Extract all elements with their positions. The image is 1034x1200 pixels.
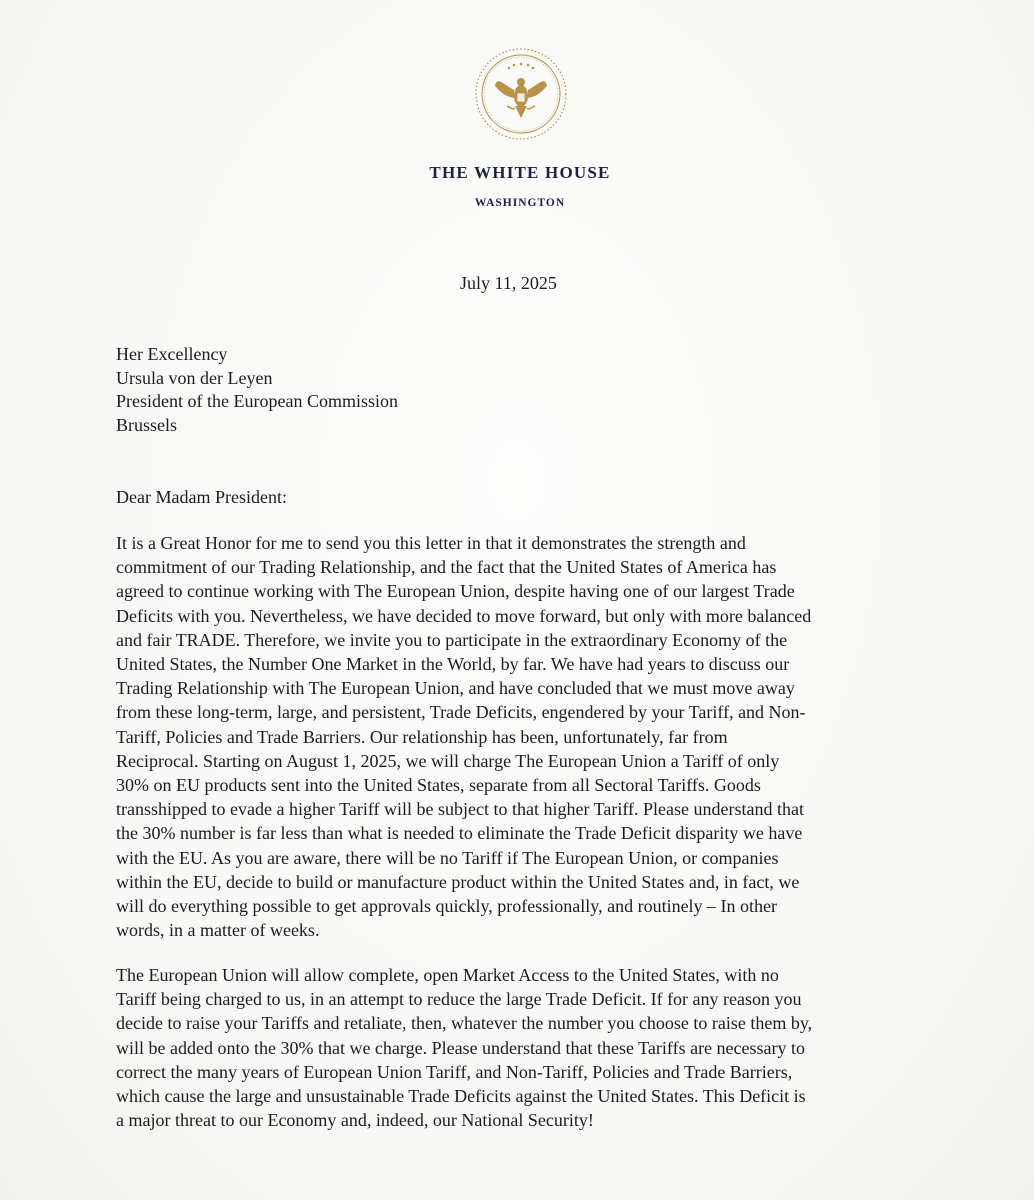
text-line: and fair TRADE. Therefore, we invite you to participate in the extraordinary Economy of the: [116, 629, 788, 650]
text-line: Trading Relationship with The European Union, and have concluded that we must move away: [116, 678, 795, 699]
text-line: decide to raise your Tariffs and retaliate, then, whatever the number you choose to raise them by,: [116, 1013, 813, 1034]
recipient-line: President of the European Commission: [116, 391, 398, 411]
text-line: correct the many years of European Union Tariff, and Non-Tariff, Policies and Trade Barriers,: [116, 1061, 793, 1082]
text-line: Tariff, Policies and Trade Barriers. Our relationship has been, unfortunately, far from: [116, 726, 728, 747]
text-line: will do everything possible to get approvals quickly, professionally, and routinely – In other: [116, 896, 778, 917]
text-line: transshipped to evade a higher Tariff will be subject to that higher Tariff. Please understand that: [116, 799, 804, 820]
text-line: from these long-term, large, and persistent, Trade Deficits, engendered by your Tariff, and Non-: [116, 702, 806, 723]
text-line: Reciprocal. Starting on August 1, 2025, we will charge The European Union a Tariff of only: [116, 750, 780, 771]
salutation: Dear Madam President:: [116, 487, 287, 507]
recipient-address: [116, 343, 398, 437]
body-paragraph-2: [116, 963, 916, 1132]
text-line: which cause the large and unsustainable Trade Deficits against the United States. This Deficit is: [116, 1086, 806, 1107]
text-line: the 30% number is far less than what is needed to eliminate the Trade Deficit disparity we have: [116, 823, 803, 844]
letterhead-title: THE WHITE HOUSE: [429, 163, 611, 182]
letter-date: July 11, 2025: [460, 273, 557, 293]
recipient-line: Ursula von der Leyen: [116, 367, 273, 388]
text-line: It is a Great Honor for me to send you this letter in that it demonstrates the strength and: [116, 533, 746, 553]
text-line: United States, the Number One Market in the World, by far. We have had years to discuss our: [116, 654, 790, 675]
text-line: 30% on EU products sent into the United States, separate from all Sectoral Tariffs. Goods: [116, 775, 761, 796]
letterhead-city: WASHINGTON: [474, 197, 566, 209]
text-line: Deficits with you. Nevertheless, we have decided to move forward, but only with more balanced: [116, 605, 812, 626]
text-line: will be added onto the 30% that we charge. Please understand that these Tariffs are necessary to: [116, 1037, 806, 1058]
text-line: with the EU. As you are aware, there will be no Tariff if The European Union, or companies: [116, 847, 779, 868]
recipient-line: Her Excellency: [116, 344, 228, 364]
body-paragraph-1: [116, 531, 916, 942]
text-line: a major threat to our Economy and, indeed, our National Security!: [116, 1110, 594, 1131]
text-line: commitment of our Trading Relationship, and the fact that the United States of America has: [116, 557, 777, 578]
recipient-line: Brussels: [116, 414, 178, 435]
text-line: words, in a matter of weeks.: [116, 920, 320, 941]
text-line: Tariff being charged to us, in an attempt to reduce the large Trade Deficit. If for any reason you: [116, 989, 802, 1010]
text-line: The European Union will allow complete, open Market Access to the United States, with no: [116, 965, 779, 985]
text-line: within the EU, decide to build or manufacture product within the United States and, in fact, we: [116, 871, 800, 892]
text-line: agreed to continue working with The European Union, despite having one of our largest Trade: [116, 581, 795, 602]
presidential-seal-icon: [473, 46, 569, 142]
